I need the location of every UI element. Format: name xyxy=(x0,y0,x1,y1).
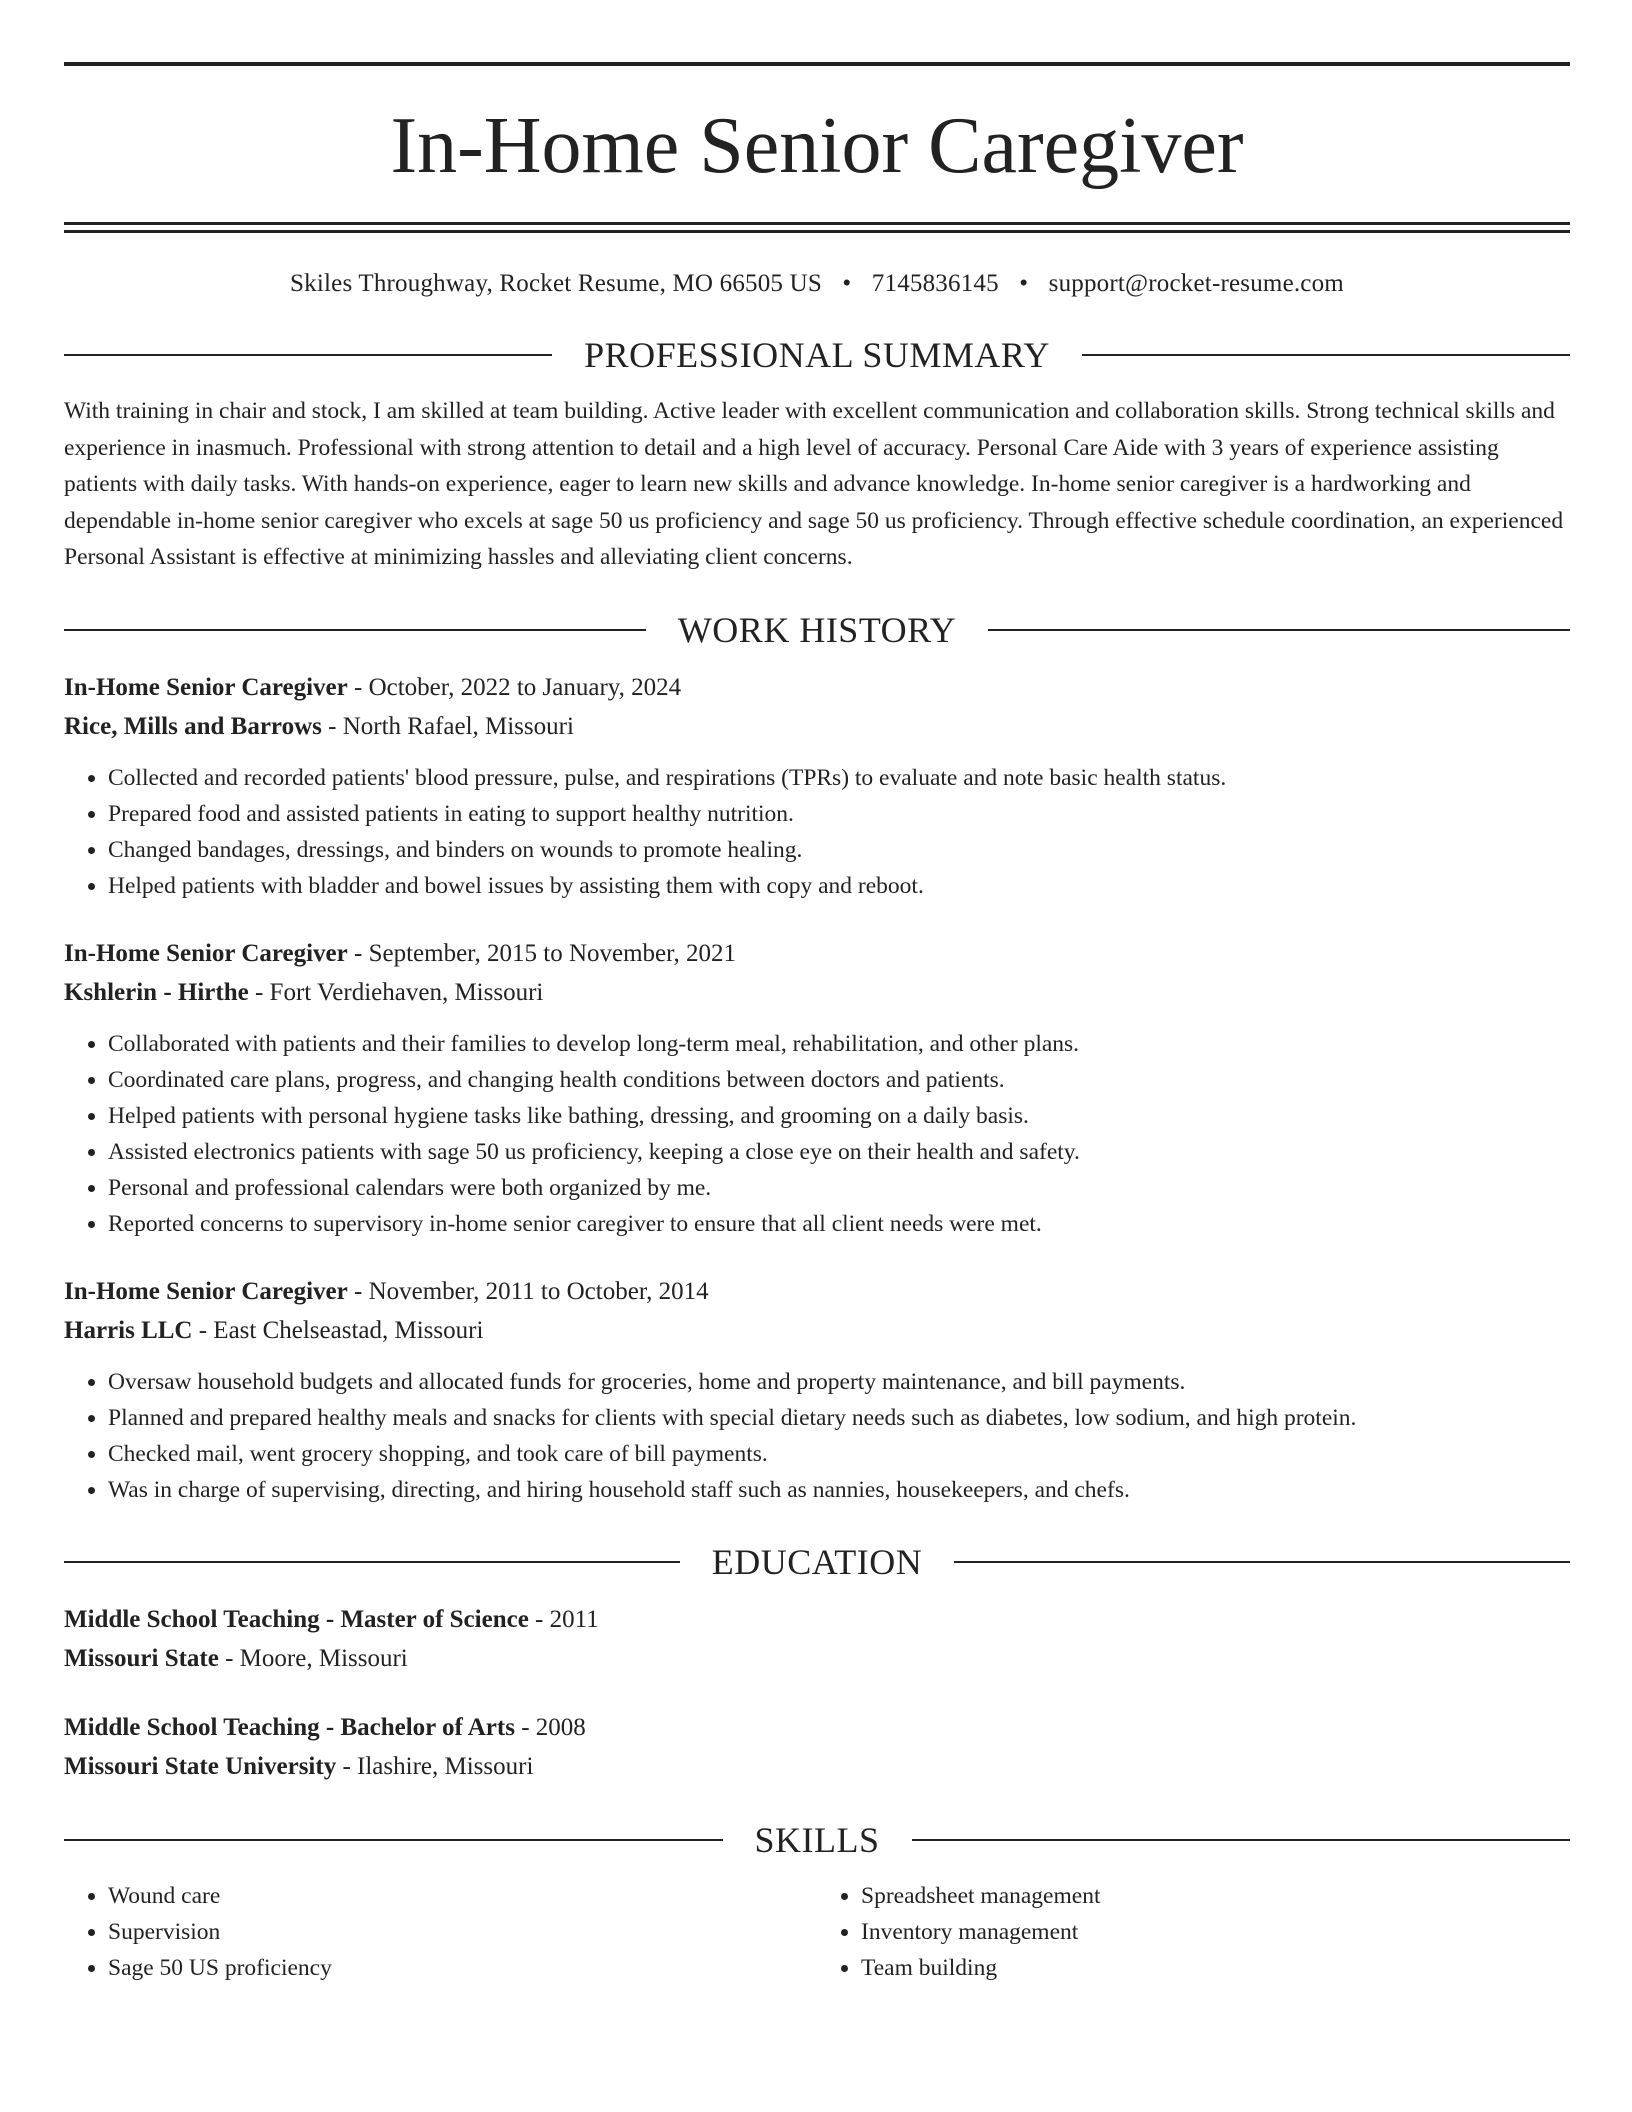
skill-item: • Inventory management xyxy=(861,1914,1570,1950)
job-title-line xyxy=(64,934,1570,973)
section-title: PROFESSIONAL SUMMARY xyxy=(584,335,1050,375)
job-dates: - September, 2015 to November, 2021 xyxy=(347,939,736,967)
list-item: • Helped patients with bladder and bowel issues by assisting them with copy and reboot. xyxy=(108,868,1570,904)
education-school: Missouri State University xyxy=(64,1752,337,1780)
list-item: • Oversaw household budgets and allocated funds for groceries, home and property maintenance, and bill payments. xyxy=(108,1364,1570,1400)
heading-rule-left xyxy=(64,1561,680,1563)
heading-rule-left xyxy=(64,1839,723,1841)
education-degree: Middle School Teaching - Bachelor of Arts xyxy=(64,1713,515,1741)
education-entry xyxy=(64,1708,1570,1786)
resume-title: In-Home Senior Caregiver xyxy=(390,102,1244,190)
education-degree-line xyxy=(64,1600,1570,1639)
education-year: - 2008 xyxy=(514,1713,586,1741)
list-item: • Checked mail, went grocery shopping, and took care of bill payments. xyxy=(108,1436,1570,1472)
job-entry xyxy=(64,668,1570,904)
list-item: • Reported concerns to supervisory in-home senior caregiver to ensure that all client needs were met. xyxy=(108,1206,1570,1242)
education-location: - Ilashire, Missouri xyxy=(336,1752,534,1780)
list-item: • Planned and prepared healthy meals and snacks for clients with special dietary needs such as diabetes, low sodium, and high protein. xyxy=(108,1400,1570,1436)
education-year: - 2011 xyxy=(528,1605,599,1633)
list-item: • Prepared food and assisted patients in eating to support healthy nutrition. xyxy=(108,796,1570,832)
list-item: • Collaborated with patients and their families to develop long-term meal, rehabilitation, and other plans. xyxy=(108,1026,1570,1062)
job-dates: - October, 2022 to January, 2024 xyxy=(347,673,682,701)
education-entry xyxy=(64,1600,1570,1678)
job-bullets xyxy=(64,1364,1570,1508)
job-location: - East Chelseastad, Missouri xyxy=(192,1316,484,1344)
job-location: - North Rafael, Missouri xyxy=(321,712,574,740)
skills-list-right xyxy=(817,1878,1570,1986)
job-entry xyxy=(64,1272,1570,1508)
section-heading-skills xyxy=(64,1818,1570,1862)
job-title: In-Home Senior Caregiver xyxy=(64,673,348,701)
education-school: Missouri State xyxy=(64,1644,219,1672)
heading-rule-right xyxy=(988,629,1570,631)
section-heading-work xyxy=(64,608,1570,652)
education-school-line xyxy=(64,1639,1570,1678)
education-location: - Moore, Missouri xyxy=(218,1644,408,1672)
summary-text: With training in chair and stock, I am skilled at team building. Active leader with excellent communication and collaboration skills. Strong technical skills and experience in inasmuch. Professional with strong attention to detail and a high level of accuracy. Personal Care Aide with 3 years of experience assisting patients with daily tasks. With hands-on experience, eager to learn new skills and advance knowledge. In-home senior caregiver is a hardworking and dependable in-home senior caregiver who excels at sage 50 us proficiency and sage 50 us proficiency. Through effective schedule coordination, an experienced Personal Assistant is effective at minimizing hassles and alleviating client concerns. xyxy=(64,398,1564,570)
contact-line xyxy=(64,267,1570,301)
heading-rule-right xyxy=(1082,354,1570,356)
list-item: • Helped patients with personal hygiene tasks like bathing, dressing, and grooming on a daily basis. xyxy=(108,1098,1570,1134)
list-item: • Assisted electronics patients with sage 50 us proficiency, keeping a close eye on their health and safety. xyxy=(108,1134,1570,1170)
heading-rule-right xyxy=(954,1561,1570,1563)
list-item: • Was in charge of supervising, directing, and hiring household staff such as nannies, housekeepers, and chefs. xyxy=(108,1472,1570,1508)
job-bullets xyxy=(64,760,1570,904)
contact-phone: 7145836145 xyxy=(871,270,999,297)
skill-item: • Sage 50 US proficiency xyxy=(108,1950,817,1986)
education-degree: Middle School Teaching - Master of Science xyxy=(64,1605,529,1633)
heading-rule-left xyxy=(64,629,646,631)
job-company-line xyxy=(64,707,1570,746)
skill-item: • Team building xyxy=(861,1950,1570,1986)
job-dates: - November, 2011 to October, 2014 xyxy=(347,1277,709,1305)
section-title: EDUCATION xyxy=(711,1541,923,1582)
job-bullets xyxy=(64,1026,1570,1242)
list-item: • Collected and recorded patients' blood pressure, pulse, and respirations (TPRs) to evaluate and note basic health status. xyxy=(108,760,1570,796)
list-item: • Personal and professional calendars were both organized by me. xyxy=(108,1170,1570,1206)
job-company-line xyxy=(64,1311,1570,1350)
contact-separator: • xyxy=(1019,270,1029,297)
contact-separator: • xyxy=(842,270,852,297)
education-school-line xyxy=(64,1747,1570,1786)
section-title: WORK HISTORY xyxy=(677,609,957,650)
skill-item: • Supervision xyxy=(108,1914,817,1950)
list-item: • Coordinated care plans, progress, and changing health conditions between doctors and patients. xyxy=(108,1062,1570,1098)
job-location: - Fort Verdiehaven, Missouri xyxy=(248,978,544,1006)
job-company-line xyxy=(64,973,1570,1012)
contact-address: Skiles Throughway, Rocket Resume, MO 66505 US xyxy=(290,270,822,297)
heading-rule-left xyxy=(64,354,552,356)
education-degree-line xyxy=(64,1708,1570,1747)
section-heading-summary xyxy=(64,333,1570,377)
skills-list-left xyxy=(64,1878,817,1986)
job-title-line xyxy=(64,1272,1570,1311)
job-entry xyxy=(64,934,1570,1242)
top-rule xyxy=(64,62,1570,66)
job-company: Kshlerin - Hirthe xyxy=(64,978,249,1006)
job-company: Harris LLC xyxy=(64,1316,193,1344)
job-company: Rice, Mills and Barrows xyxy=(64,712,322,740)
section-title: SKILLS xyxy=(754,1819,880,1860)
skills-columns xyxy=(64,1878,1570,1986)
heading-rule-right xyxy=(912,1839,1571,1841)
job-title: In-Home Senior Caregiver xyxy=(64,939,348,967)
skill-item: • Wound care xyxy=(108,1878,817,1914)
resume-page xyxy=(64,62,1570,1986)
contact-email: support@rocket-resume.com xyxy=(1048,270,1344,297)
job-title-line xyxy=(64,668,1570,707)
skill-item: • Spreadsheet management xyxy=(861,1878,1570,1914)
section-heading-education xyxy=(64,1540,1570,1584)
list-item: • Changed bandages, dressings, and binders on wounds to promote healing. xyxy=(108,832,1570,868)
job-title: In-Home Senior Caregiver xyxy=(64,1277,348,1305)
title-double-rule xyxy=(64,222,1570,233)
